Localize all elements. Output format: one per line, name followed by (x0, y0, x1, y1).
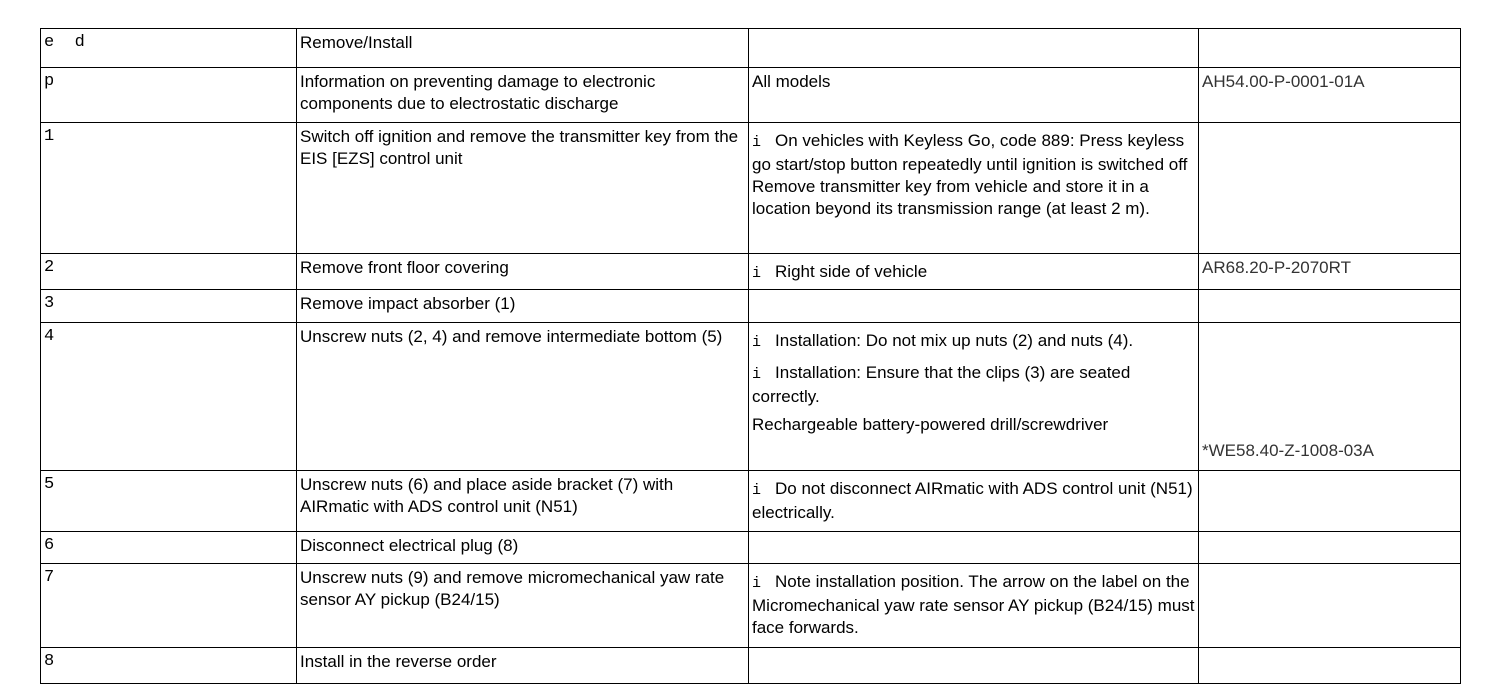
ref-cell[interactable] (1199, 323, 1461, 471)
step-cell: 3 (41, 290, 297, 323)
notes-cell (749, 471, 1199, 532)
note-text: Right side of vehicle (775, 262, 928, 281)
info-icon: i (752, 575, 762, 592)
ref-cell (1199, 471, 1461, 532)
ref-cell (1199, 648, 1461, 684)
note-text: Note installation position. The arrow on the label on the Micromechanical yaw rate sensor AY pickup (B24/15) must face forwards. (752, 572, 1195, 637)
notes-cell (749, 648, 1199, 684)
table-row (41, 68, 1461, 123)
step-cell: 4 (41, 323, 297, 471)
table-row (41, 564, 1461, 648)
reference-link[interactable]: *WE58.40-Z-1008-03A (1202, 441, 1374, 460)
table-row (41, 254, 1461, 290)
notes-cell (749, 123, 1199, 254)
note-text: On vehicles with Keyless Go, code 889: Press keyless go start/stop button repeatedly until ignition is switched off Remove transmitter key from vehicle and store it in a location beyond its transmission range (at least 2 m). (752, 131, 1188, 218)
reference-link[interactable]: AH54.00-P-0001-01A (1202, 72, 1365, 91)
ref-cell (1199, 29, 1461, 68)
action-cell: Remove/Install (297, 29, 749, 68)
ref-cell (1199, 564, 1461, 648)
step-cell: 2 (41, 254, 297, 290)
action-cell: Information on preventing damage to electronic components due to electrostatic discharge (297, 68, 749, 123)
info-icon: i (752, 134, 762, 151)
action-cell: Remove front floor covering (297, 254, 749, 290)
action-cell: Install in the reverse order (297, 648, 749, 684)
notes-cell (749, 29, 1199, 68)
notes-cell (749, 532, 1199, 564)
note (752, 571, 1195, 639)
step-cell: 5 (41, 471, 297, 532)
step-cell: p (41, 68, 297, 123)
note-text: All models (752, 72, 831, 91)
action-cell: Unscrew nuts (6) and place aside bracket (7) with AIRmatic with ADS control unit (N51) (297, 471, 749, 532)
table-row (41, 532, 1461, 564)
note-text: Do not disconnect AIRmatic with ADS control unit (N51) electrically. (752, 479, 1193, 522)
step-cell: 7 (41, 564, 297, 648)
ref-cell (1199, 123, 1461, 254)
action-cell: Remove impact absorber (1) (297, 290, 749, 323)
step-cell: 1 (41, 123, 297, 254)
note-text: Installation: Do not mix up nuts (2) and nuts (4). (775, 331, 1134, 350)
action-cell: Switch off ignition and remove the transmitter key from the EIS [EZS] control unit (297, 123, 749, 254)
note (752, 261, 1195, 285)
notes-cell (749, 323, 1199, 471)
step-cell: 6 (41, 532, 297, 564)
info-icon: i (752, 265, 762, 282)
table-row (41, 648, 1461, 684)
info-icon: i (752, 334, 762, 351)
notes-cell (749, 290, 1199, 323)
info-icon: i (752, 366, 762, 383)
step-cell: 8 (41, 648, 297, 684)
note (752, 130, 1195, 220)
note (752, 362, 1195, 408)
table-row (41, 29, 1461, 68)
note-text: Installation: Ensure that the clips (3) are seated correctly. (752, 363, 1131, 406)
notes-cell (749, 254, 1199, 290)
action-cell: Unscrew nuts (2, 4) and remove intermediate bottom (5) (297, 323, 749, 471)
action-cell: Disconnect electrical plug (8) (297, 532, 749, 564)
table-row (41, 123, 1461, 254)
note (752, 330, 1195, 354)
table-row (41, 290, 1461, 323)
info-icon: i (752, 482, 762, 499)
notes-cell (749, 564, 1199, 648)
notes-cell (749, 68, 1199, 123)
action-cell: Unscrew nuts (9) and remove micromechanical yaw rate sensor AY pickup (B24/15) (297, 564, 749, 648)
procedure-table (40, 28, 1461, 684)
ref-cell[interactable] (1199, 254, 1461, 290)
ref-cell (1199, 532, 1461, 564)
ref-cell (1199, 290, 1461, 323)
table-row (41, 323, 1461, 471)
ref-cell[interactable] (1199, 68, 1461, 123)
reference-link[interactable]: AR68.20-P-2070RT (1202, 258, 1351, 277)
table-row (41, 471, 1461, 532)
step-cell: e d (41, 29, 297, 68)
tool-text: Rechargeable battery-powered drill/screwdriver (752, 415, 1109, 434)
note (752, 478, 1195, 524)
